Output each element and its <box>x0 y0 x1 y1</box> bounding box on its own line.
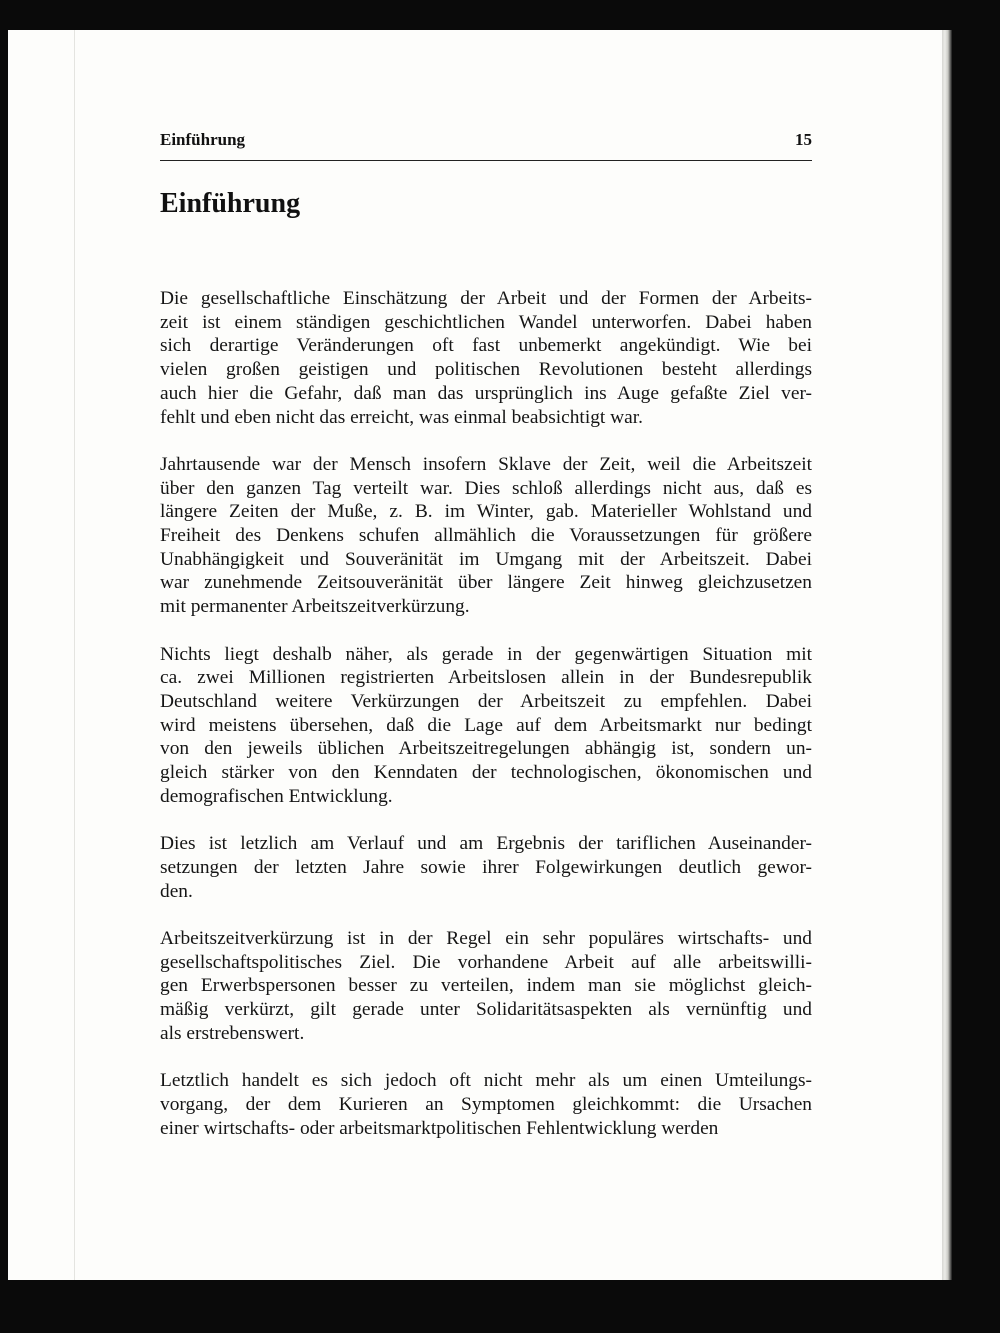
paragraph <box>160 1069 812 1140</box>
text-line: Dies ist letzlich am Verlauf und am Ergebnis der tariflichen Auseinander- <box>160 833 812 855</box>
text-line: vorgang, der dem Kurieren an Symptomen gleichkommt: die Ursachen <box>160 1093 812 1115</box>
text-line: als erstrebenswert. <box>160 1022 305 1044</box>
paragraph <box>160 643 812 809</box>
text-line: Letztlich handelt es sich jedoch oft nicht mehr als um einen Umteilungs- <box>160 1070 812 1092</box>
text-line: ca. zwei Millionen registrierten Arbeitslosen allein in der Bundesrepublik <box>160 667 812 689</box>
paragraph <box>160 927 812 1046</box>
paragraph <box>160 832 812 903</box>
text-line: Freiheit des Denkens schufen allmählich die Voraussetzungen für größere <box>160 525 812 547</box>
text-line: den. <box>160 880 193 902</box>
text-line: mäßig verkürzt, gilt gerade unter Solidaritätsaspekten als vernünftig und <box>160 999 812 1021</box>
gutter-line <box>74 30 75 1280</box>
text-line: über den ganzen Tag verteilt war. Dies schloß allerdings nicht aus, daß es <box>160 477 812 499</box>
running-header <box>160 130 812 154</box>
text-line: Arbeitszeitverkürzung ist in der Regel ein sehr populäres wirtschafts- und <box>160 927 812 949</box>
text-line: zeit ist einem ständigen geschichtlichen Wandel unterworfen. Dabei haben <box>160 311 812 333</box>
paragraph <box>160 453 812 619</box>
text-line: Unabhängigkeit und Souveränität im Umgang mit der Arbeitszeit. Dabei <box>160 548 812 570</box>
text-line: Jahrtausende war der Mensch insofern Sklave der Zeit, weil die Arbeitszeit <box>160 453 812 475</box>
text-line: einer wirtschafts- oder arbeitsmarktpolitischen Fehlentwicklung werden <box>160 1117 719 1139</box>
header-rule <box>160 160 812 161</box>
text-line: auch hier die Gefahr, daß man das ursprünglich ins Auge gefaßte Ziel ver- <box>160 382 812 404</box>
text-line: gesellschaftspolitisches Ziel. Die vorhandene Arbeit auf alle arbeitswilli- <box>160 951 812 973</box>
text-line: wird meistens übersehen, daß die Lage auf dem Arbeitsmarkt nur bedingt <box>160 714 812 736</box>
text-line: vielen großen geistigen und politischen Revolutionen besteht allerdings <box>160 359 812 381</box>
text-line: demografischen Entwicklung. <box>160 785 393 807</box>
paragraph <box>160 287 812 429</box>
body-text <box>160 287 812 1164</box>
text-line: von den jeweils üblichen Arbeitszeitregelungen abhängig ist, sondern un- <box>160 738 812 760</box>
text-line: Nichts liegt deshalb näher, als gerade in der gegenwärtigen Situation mit <box>160 643 812 665</box>
text-line: war zunehmende Zeitsouveränität über längere Zeit hinweg gleichzusetzen <box>160 572 812 594</box>
text-line: fehlt und eben nicht das erreicht, was einmal beabsichtigt war. <box>160 406 643 428</box>
text-line: Deutschland weitere Verkürzungen der Arbeitszeit zu empfehlen. Dabei <box>160 690 812 712</box>
text-line: setzungen der letzten Jahre sowie ihrer Folgewirkungen deutlich gewor- <box>160 856 812 878</box>
text-line: längere Zeiten der Muße, z. B. im Winter, gab. Materieller Wohlstand und <box>160 501 812 523</box>
chapter-title: Einführung <box>160 188 301 219</box>
text-line: gleich stärker von den Kenndaten der technologischen, ökonomischen und <box>160 762 812 784</box>
text-line: gen Erwerbspersonen besser zu verteilen, indem man sie möglichst gleich- <box>160 975 812 997</box>
page-edge <box>942 30 952 1280</box>
text-line: Die gesellschaftliche Einschätzung der Arbeit und der Formen der Arbeits- <box>160 288 812 309</box>
running-title: Einführung <box>160 130 246 149</box>
text-line: mit permanenter Arbeitszeitverkürzung. <box>160 596 470 618</box>
page-number: 15 <box>795 130 812 149</box>
text-line: sich derartige Veränderungen oft fast unbemerkt angekündigt. Wie bei <box>160 335 812 357</box>
